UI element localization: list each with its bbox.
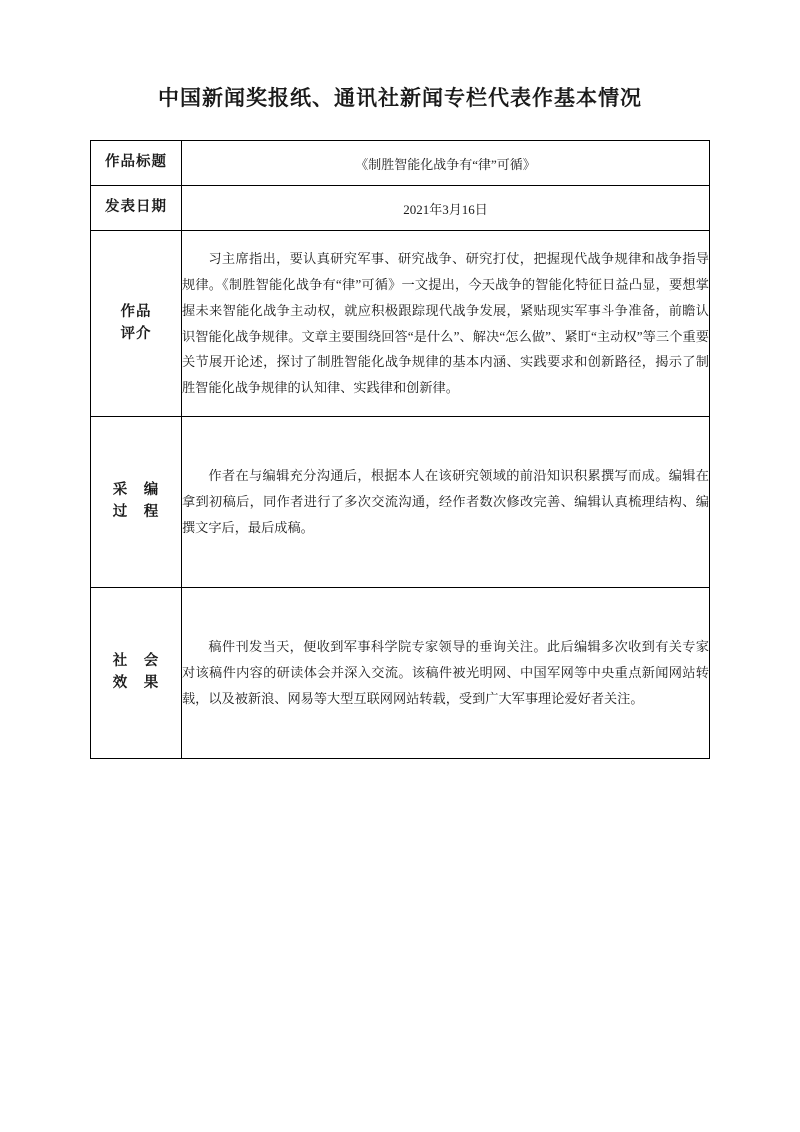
row-label-line: 采 编 [112,482,160,499]
table-row [91,186,710,231]
table-row [91,141,710,186]
table-row [91,231,710,417]
row-label-line: 发表日期 [105,199,167,216]
work-info-table [90,140,710,759]
row-value-publish-date: 2021年3月16日 [182,186,710,231]
paragraph-editing-process: 作者在与编辑充分沟通后，根据本人在该研究领域的前沿知识积累撰写而成。编辑在拿到初稿后，同作者进行了多次交流沟通，经作者数次修改完善、编辑认真梳理结构、编撰文字后，最后成稿。 [182,468,709,535]
row-label-line: 作品 [120,303,152,320]
row-label-editing-process [91,417,182,588]
paragraph-work-review: 习主席指出，要认真研究军事、研究战争、研究打仗，把握现代战争规律和战争指导规律。《制胜智能化战争有“律”可循》一文提出，今天战争的智能化特征日益凸显，要想掌握未来智能化战争主动权，就应积极跟踪现代战争发展，紧贴现实军事斗争准备，前瞻认识智能化战争规律。文章主要围绕回答“是什么”、解决“怎么做”、紧盯“主动权”等三个重要关节展开论述，探讨了制胜智能化战争规律的基本内涵、实践要求和创新路径，揭示了制胜智能化战争规律的认知律、实践律和创新律。 [182,251,709,395]
paragraph-social-effect: 稿件刊发当天，便收到军事科学院专家领导的垂询关注。此后编辑多次收到有关专家对该稿件内容的研读体会并深入交流。该稿件被光明网、中国军网等中央重点新闻网站转载，以及被新浪、网易等大型互联网网站转载，受到广大军事理论爱好者关注。 [182,639,709,706]
table-row [91,417,710,588]
row-value-social-effect [182,588,710,759]
page-title: 中国新闻奖报纸、通讯社新闻专栏代表作基本情况 [158,86,642,110]
row-label-line: 效 果 [112,675,160,691]
row-label-line: 过 程 [112,504,160,520]
row-label-work-title [91,141,182,186]
row-label-publish-date [91,186,182,231]
row-label-line: 评介 [120,325,152,342]
row-value-work-title: 《制胜智能化战争有“律”可循》 [182,141,710,186]
row-value-work-review [182,231,710,417]
row-label-work-review [91,231,182,417]
row-value-editing-process [182,417,710,588]
table-row [91,588,710,759]
row-label-line: 作品标题 [105,154,167,171]
row-label-line: 社 会 [112,653,160,670]
row-label-social-effect [91,588,182,759]
